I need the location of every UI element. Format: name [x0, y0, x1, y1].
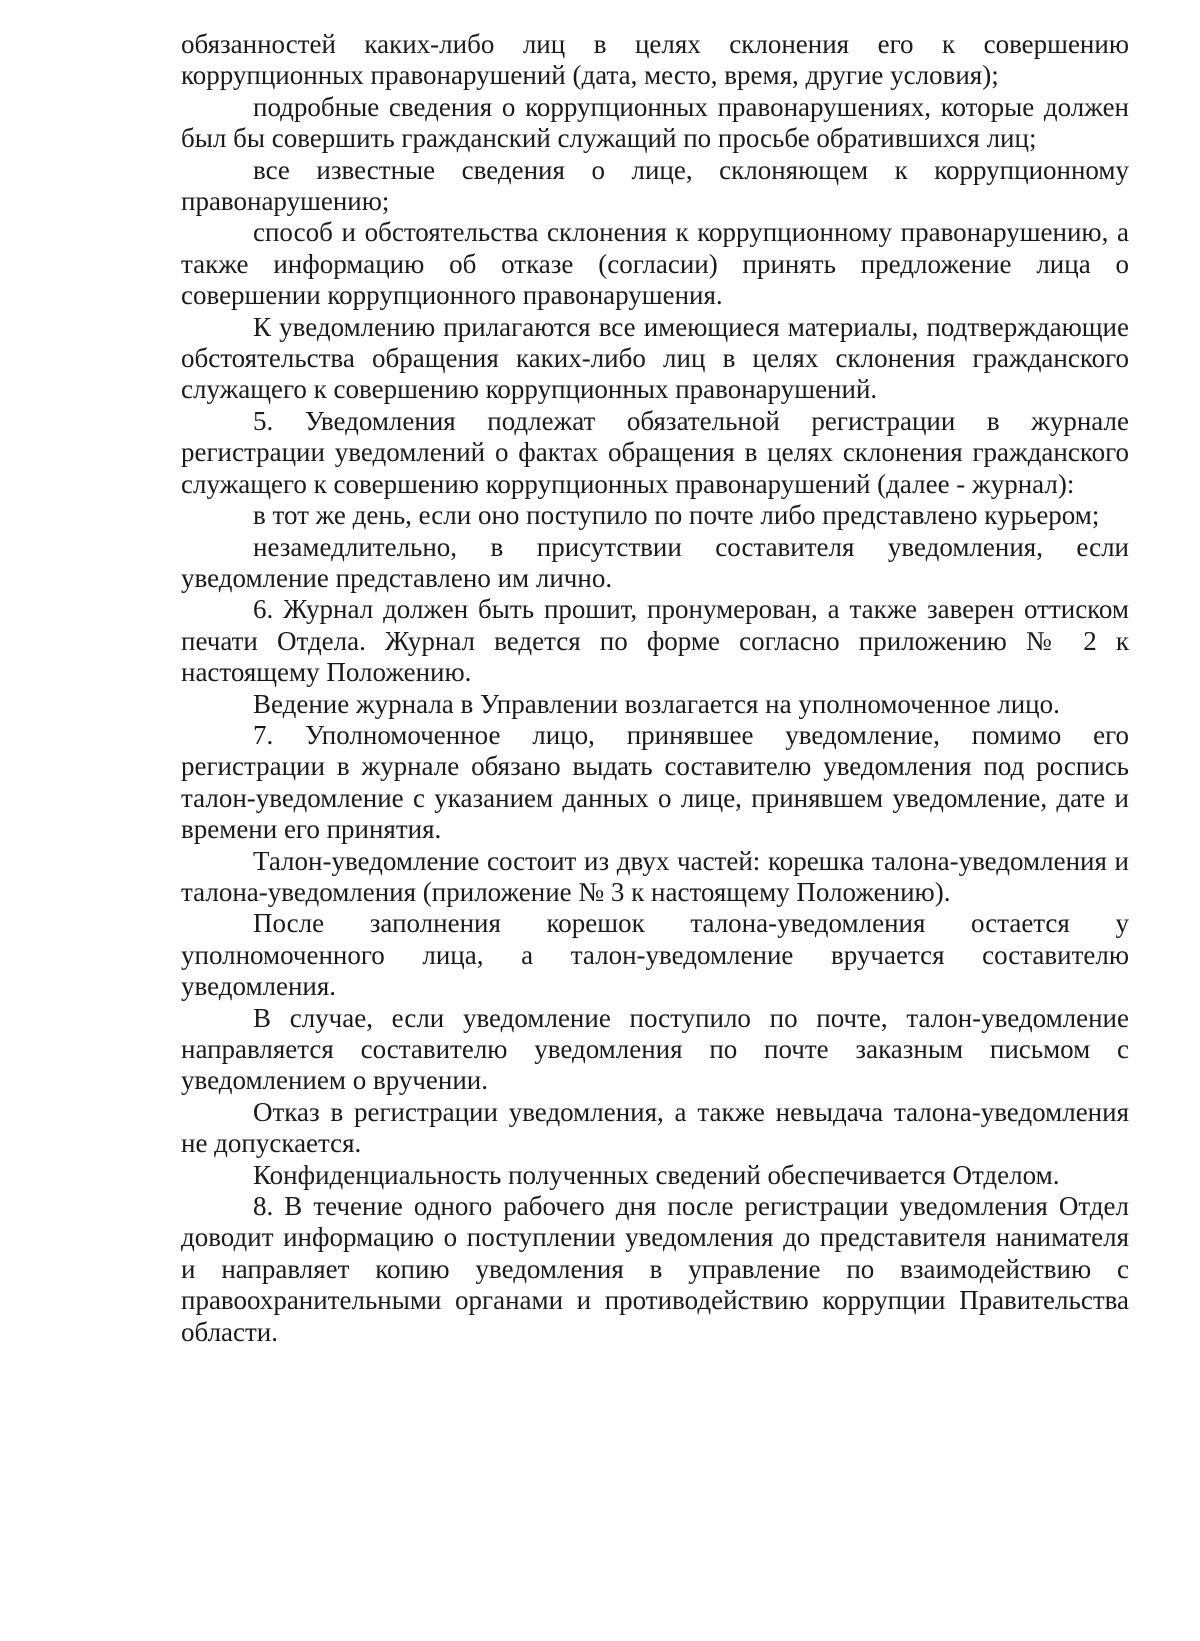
paragraph: 5. Уведомления подлежат обязательной регистрации в журнале регистрации уведомлений о фактах обращения в целях склонения гражданского служащего к совершению коррупционных правонарушений (далее - журнал):	[181, 405, 1129, 499]
paragraph: Ведение журнала в Управлении возлагается на уполномоченное лицо.	[253, 688, 1060, 719]
paragraph: все известные сведения о лице, склоняющем к коррупционному правонарушению;	[181, 154, 1129, 217]
paragraph: 8. В течение одного рабочего дня после регистрации уведомления Отдел доводит информацию о поступлении уведомления до представителя нанимателя и направляет копию уведомления в управление по взаимодействию с правоохранительными органами и противодействию коррупции Правительства области.	[181, 1191, 1129, 1347]
paragraph: 7. Уполномоченное лицо, принявшее уведомление, помимо его регистрации в журнале обязано выдать составителю уведомления под роспись талон-уведомление с указанием данных о лице, принявшем уведомление, дате и времени его принятия.	[181, 719, 1129, 845]
paragraph: В случае, если уведомление поступило по почте, талон-уведомление направляется составителю уведомления по почте заказным письмом с уведомлением о вручении.	[181, 1002, 1129, 1096]
paragraph: 6. Журнал должен быть прошит, пронумерован, а также заверен оттиском печати Отдела. Журнал ведется по форме согласно приложению № 2 к настоящему Положению.	[181, 594, 1129, 688]
paragraph: Отказ в регистрации уведомления, а также невыдача талона-уведомления не допускается.	[181, 1096, 1129, 1159]
paragraph: После заполнения корешок талона-уведомления остается у уполномоченного лица, а талон-уведомление вручается составителю уведомления.	[181, 908, 1129, 1002]
paragraph: Конфиденциальность полученных сведений обеспечивается Отделом.	[253, 1159, 1060, 1190]
paragraph: в тот же день, если оно поступило по почте либо представлено курьером;	[253, 500, 1100, 531]
paragraph: подробные сведения о коррупционных правонарушениях, которые должен был бы совершить гражданский служащий по просьбе обратившихся лиц;	[181, 91, 1129, 154]
document-body	[181, 29, 1129, 1348]
paragraph: К уведомлению прилагаются все имеющиеся материалы, подтверждающие обстоятельства обращения каких-либо лиц в целях склонения гражданского служащего к совершению коррупционных правонарушений.	[181, 311, 1129, 405]
paragraph: незамедлительно, в присутствии составителя уведомления, если уведомление представлено им лично.	[181, 531, 1129, 593]
paragraph: способ и обстоятельства склонения к коррупционному правонарушению, а также информацию об отказе (согласии) принять предложение лица о совершении коррупционного правонарушения.	[181, 217, 1129, 311]
paragraph: обязанностей каких-либо лиц в целях склонения его к совершению коррупционных правонарушений (дата, место, время, другие условия);	[181, 29, 1129, 91]
paragraph: Талон-уведомление состоит из двух частей: корешка талона-уведомления и талона-уведомления (приложение № 3 к настоящему Положению).	[181, 845, 1129, 907]
